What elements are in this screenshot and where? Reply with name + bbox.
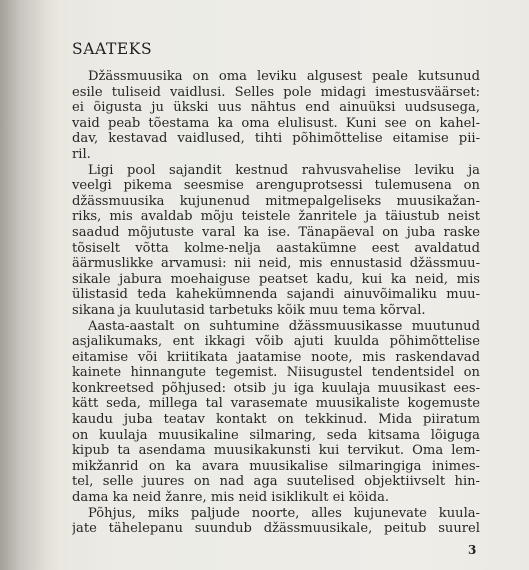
text-line: Aasta-aastalt on suhtumine džässmuusikasse muutunud — [88, 318, 480, 334]
text-line: vaid peab tõestama ka oma elulisust. Kuni see on kahel- — [72, 115, 480, 131]
text-line: tõsiselt võtta kolme-nelja aastakümne eest avaldatud — [72, 240, 480, 256]
text-line: ei õigusta ju ükski uus nähtus end ainuüksi uudsusega, — [72, 100, 480, 116]
text-line: dama ka neid žanre, mis neid isiklikult ei köida. — [72, 490, 390, 506]
page-number: 3 — [468, 543, 477, 557]
text-line: džässmuusika kujunenud mitmepalgeliseks muusikažan- — [72, 193, 480, 209]
text-line: ülistasid teda kahekümnenda sajandi ainuvõimaliku muu- — [72, 287, 480, 303]
text-line: sikana ja kuulutasid tarbetuks kõik muu tema kõrval. — [72, 302, 426, 318]
text-line: konkreetsed põhjused: otsib ju iga kuulaja muusikast ees- — [72, 380, 480, 396]
text-line: sikale jabura moehaiguse peatset kadu, kui ka neid, mis — [72, 271, 480, 287]
text-line: esile tuliseid vaidlusi. Selles pole midagi imestusväärset: — [72, 84, 480, 100]
text-line: tel, selle juures on nad aga suutelised objektiivselt hin- — [72, 474, 480, 490]
text-line: jate tähelepanu suundub džässmuusikale, peitub suurel — [72, 521, 480, 537]
text-line: kipub ta asendama muusikakunsti kui tervikut. Oma lem- — [72, 443, 480, 459]
text-line: kaudu juba teatav kontakt on tekkinud. Mida piiratum — [72, 412, 480, 428]
text-line: on kuulaja muusikaline silmaring, seda kitsama lõiguga — [72, 427, 480, 443]
text-line: dav, kestavad vaidlused, tihti põhimõttelise eitamise pii- — [72, 131, 480, 147]
text-line: kainete hinnangute tegemist. Niisugustel tendentsidel on — [72, 365, 480, 381]
text-line: saadud mõjutuste varal ka ise. Tänapäeval on juba raske — [72, 224, 480, 240]
page-heading: SAATEKS — [72, 40, 153, 58]
text-line: Ligi pool sajandit kestnud rahvusvahelise leviku ja — [88, 162, 480, 178]
text-line: veelgi pikema seesmise arenguprotsessi tulemusena on — [72, 178, 480, 194]
text-line: Põhjus, miks paljude noorte, alles kujunevate kuula- — [88, 505, 480, 521]
text-line: Džässmuusika on oma leviku algusest peale kutsunud — [88, 69, 480, 84]
text-line: kätt seda, millega tal varasemate muusikaliste kogemuste — [72, 396, 480, 412]
body-text — [72, 69, 480, 537]
text-line: eitamise või kriitikata jaatamise noote, mis raskendavad — [72, 349, 480, 365]
text-line: äärmuslikke arvamusi: nii neid, mis ennustasid džässmuu- — [72, 256, 480, 272]
text-line: riks, mis avaldab mõju teistele žanritele ja täiustub neist — [72, 209, 480, 225]
text-line: ril. — [72, 146, 91, 162]
text-line: mikžanrid on ka avara muusikalise silmaringiga inimes- — [72, 458, 480, 474]
page-gutter-shadow — [0, 0, 60, 570]
text-line: asjalikumaks, ent ikkagi võib ajuti kuulda põhimõttelise — [72, 334, 480, 350]
